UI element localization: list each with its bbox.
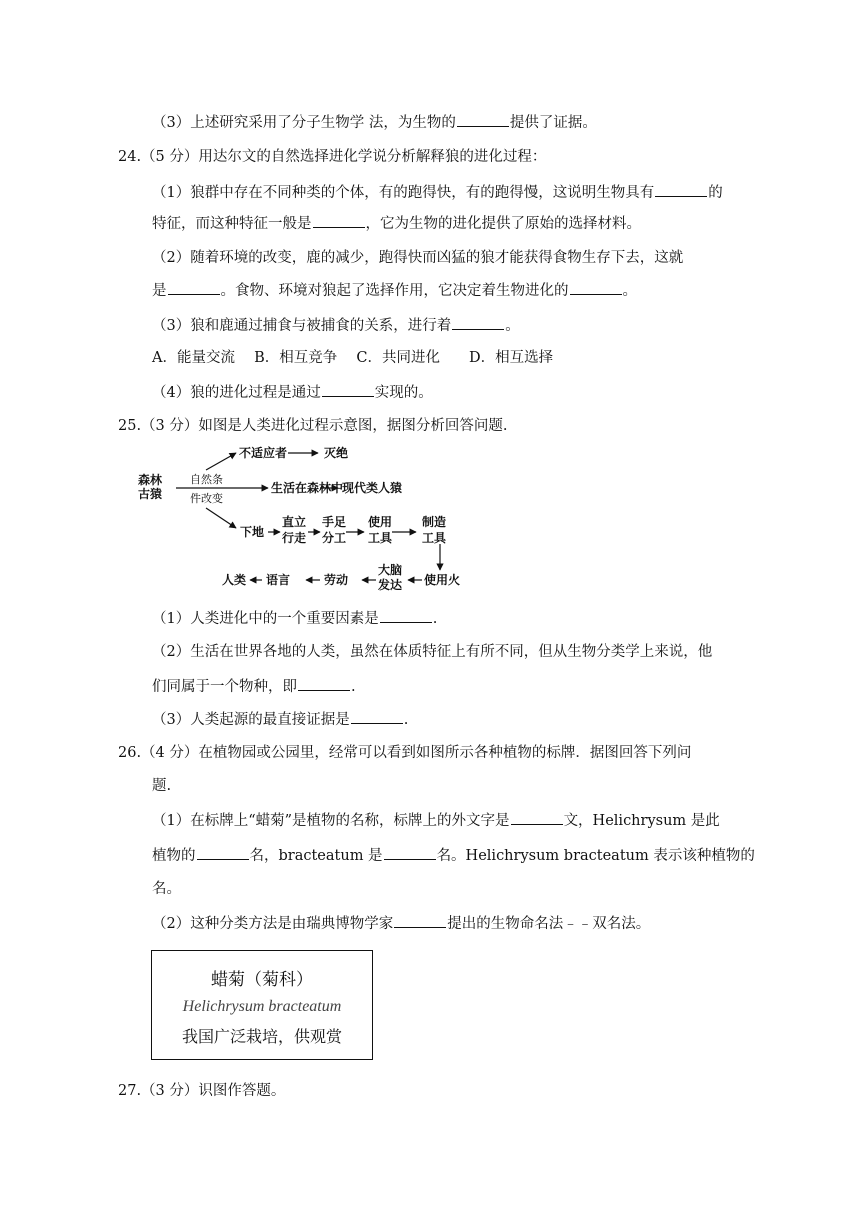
node-upright-2: 行走 (282, 531, 307, 545)
answer-blank[interactable] (351, 709, 403, 724)
node-language: 语言 (266, 573, 291, 587)
node-forest-ape-1: 森林 (138, 473, 163, 487)
q25-part2-text-c: . (351, 679, 356, 695)
node-extinct: 灭绝 (324, 446, 349, 460)
q24-part2-line2 (152, 280, 637, 301)
q25-part1-text-a: （1）人类进化中的一个重要因素是 (152, 611, 379, 627)
q24-part2-line1: （2）随着环境的改变，鹿的减少，跑得快而凶猛的狼才能获得食物生存下去，这就 (152, 250, 684, 266)
q24-part3 (152, 315, 520, 336)
answer-blank[interactable] (313, 213, 365, 228)
q24-part1-line2 (152, 213, 641, 234)
q26-part1-text-d: 名，bracteatum 是 (249, 848, 383, 864)
node-hands-2: 分工 (322, 531, 347, 545)
q25-part3-text-b: . (403, 712, 409, 728)
q24-part2-text-c: 。食物、环境对狼起了选择作用，它决定着生物进化的 (220, 283, 569, 299)
q26-part1-line1 (152, 810, 720, 831)
answer-blank[interactable] (457, 112, 509, 127)
answer-blank[interactable] (322, 382, 374, 397)
answer-blank[interactable] (570, 280, 622, 295)
node-use-tool-1: 使用 (368, 515, 393, 529)
q26-part1-text-b: 文，Helichrysum 是此 (563, 813, 720, 829)
answer-blank[interactable] (298, 676, 350, 691)
node-make-tool-1: 制造 (422, 515, 447, 529)
answer-blank[interactable] (168, 280, 220, 295)
node-live-forest: 生活在森林中 (271, 481, 344, 495)
node-hands-1: 手足 (322, 515, 347, 529)
q24-part1-text-b: 的 (708, 185, 723, 201)
q26-part2-text-b: 提出的生物命名法﹣﹣双名法。 (447, 916, 651, 932)
q26-part1-text-c: 植物的 (152, 848, 196, 864)
q24-options: A．能量交流 B．相互竞争 C．共同进化 D．相互选择 (152, 350, 554, 366)
plant-name-sign (151, 950, 373, 1060)
node-make-tool-2: 工具 (422, 531, 447, 545)
q24-part3-text-b: 。 (505, 318, 520, 334)
node-brain-2: 发达 (378, 578, 403, 592)
answer-blank[interactable] (384, 845, 436, 860)
q26-title-line1: 26.（4 分）在植物园或公园里，经常可以看到如图所示各种植物的标牌．据图回答下列问 (118, 745, 692, 761)
node-upright-1: 直立 (282, 515, 307, 529)
node-unfit: 不适应者 (239, 446, 288, 460)
q25-part3 (152, 709, 408, 730)
node-use-tool-2: 工具 (368, 531, 393, 545)
q25-part2-text-b: 们同属于一个物种，即 (152, 679, 297, 695)
q25-part1-text-b: . (432, 611, 438, 627)
node-modern-ape: 现代类人猿 (342, 481, 403, 495)
answer-blank[interactable] (394, 913, 446, 928)
q25-part2-line2 (152, 676, 356, 697)
q25-part3-text-a: （3）人类起源的最直接证据是 (152, 712, 350, 728)
sign-description: 我国广泛栽培，供观赏 (181, 1027, 342, 1046)
q25-part1 (152, 608, 437, 629)
sign-latin-name: Helichrysum bracteatum (182, 998, 342, 1015)
q24-part2-text-d: 。 (622, 283, 637, 299)
answer-blank[interactable] (380, 608, 432, 623)
q24-part2-text-b: 是 (152, 283, 167, 299)
node-down: 下地 (240, 525, 265, 539)
q23-part3 (152, 112, 597, 133)
q24-title: 24.（5 分）用达尔文的自然选择进化学说分析解释狼的进化过程： (118, 149, 547, 165)
q26-part2-text-a: （2）这种分类方法是由瑞典博物学家 (152, 916, 394, 932)
human-evolution-diagram (138, 440, 478, 600)
q23-part3-text-a: （3）上述研究采用了分子生物学 法，为生物的 (152, 115, 456, 131)
q24-part4-text-a: （4）狼的进化过程是通过 (152, 385, 321, 401)
answer-blank[interactable] (655, 182, 707, 197)
q24-part1-text-a: （1）狼群中存在不同种类的个体，有的跑得快，有的跑得慢，这说明生物具有 (152, 185, 655, 201)
q26-part1-line3: 名。 (152, 881, 181, 897)
node-human: 人类 (222, 573, 247, 587)
node-forest-ape-2: 古猿 (138, 487, 163, 501)
label-condition-2: 件改变 (190, 492, 223, 505)
q25-title: 25.（3 分）如图是人类进化过程示意图，据图分析回答问题. (118, 418, 508, 434)
q27-title: 27.（3 分）识图作答题。 (118, 1083, 286, 1099)
label-condition-1: 自然条 (190, 473, 223, 486)
human-evolution-diagram-svg (138, 440, 478, 600)
node-brain-1: 大脑 (378, 563, 403, 577)
q23-part3-text-b: 提供了证据。 (509, 115, 597, 131)
q24-part4-text-b: 实现的。 (374, 385, 433, 401)
q24-part1-line1 (152, 182, 723, 203)
q26-part1-line2 (152, 845, 755, 866)
q26-part1-text-e: 名。Helichrysum bracteatum 表示该种植物的 (436, 848, 755, 864)
answer-blank[interactable] (197, 845, 249, 860)
answer-blank[interactable] (452, 315, 504, 330)
answer-blank[interactable] (511, 810, 563, 825)
node-labor: 劳动 (324, 573, 349, 587)
q26-title-line2: 题. (152, 778, 172, 794)
q24-part1-text-d: ，它为生物的进化提供了原始的选择材料。 (365, 216, 641, 232)
q24-part4 (152, 382, 433, 403)
node-fire: 使用火 (424, 573, 461, 587)
q25-part2-line1: （2）生活在世界各地的人类，虽然在体质特征上有所不同，但从生物分类学上来说，他 (152, 644, 713, 660)
sign-chinese-name: 蜡菊（菊科） (211, 970, 313, 990)
q26-part1-text-a: （1）在标牌上“蜡菊”是植物的名称，标牌上的外文字是 (152, 813, 510, 829)
q24-part1-text-c: 特征，而这种特征一般是 (152, 216, 312, 232)
q24-part3-text-a: （3）狼和鹿通过捕食与被捕食的关系，进行着 (152, 318, 452, 334)
q26-part2 (152, 913, 650, 934)
